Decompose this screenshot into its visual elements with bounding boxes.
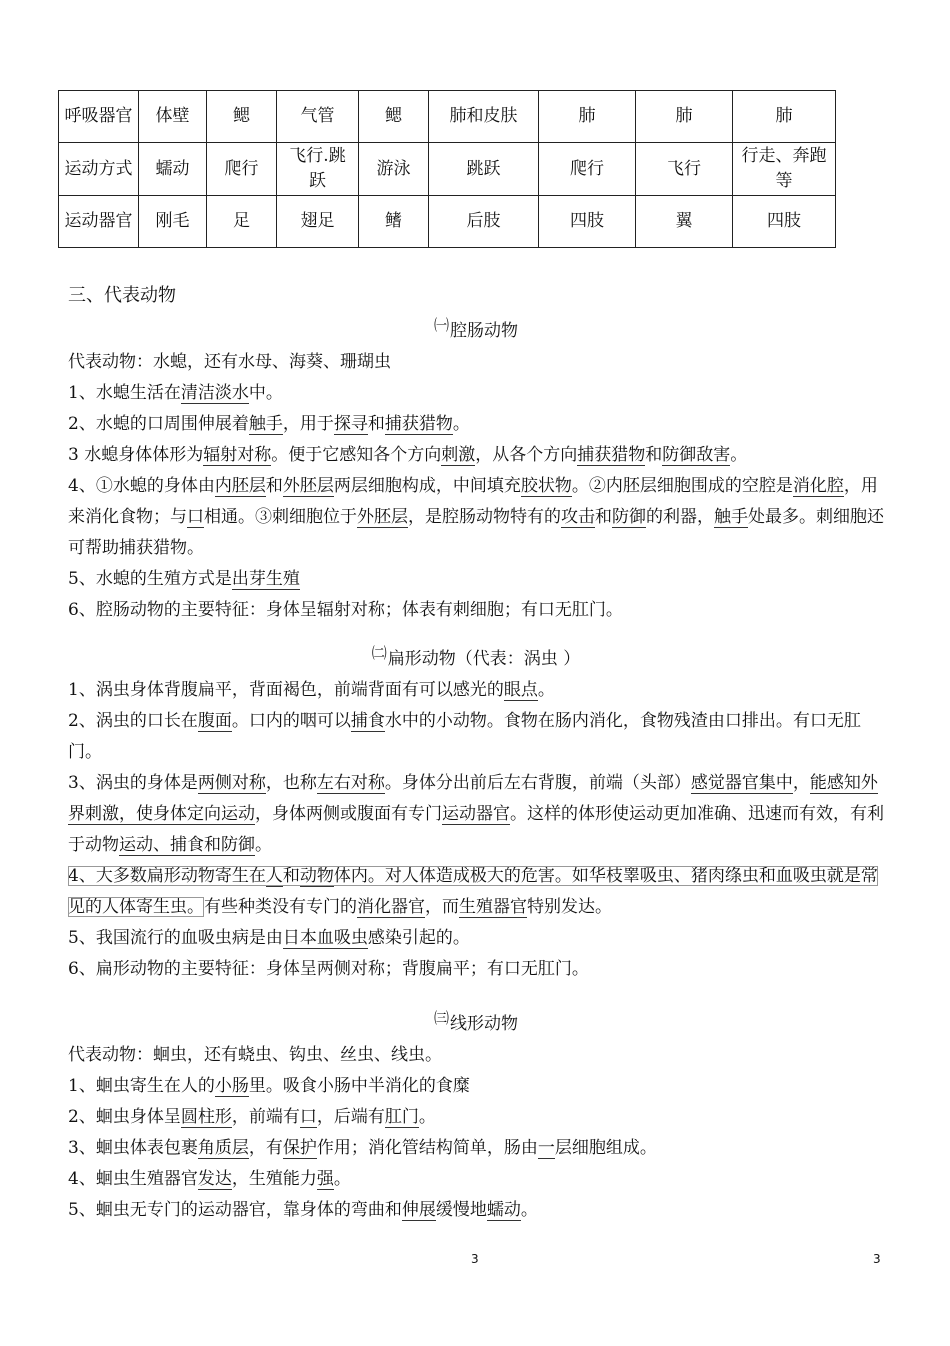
table-cell: 刚毛 [139, 196, 207, 248]
table-cell: 肺 [636, 91, 733, 143]
table-cell: 气管 [277, 91, 359, 143]
paragraph: 3、涡虫的身体是两侧对称，也称左右对称。身体分出前后左右背腹，前端（头部）感觉器官集中，能感知外界刺激，使身体定向运动，身体两侧或腹面有专门运动器官。这样的体形使运动更加准确、迅速而有效，有利于动物运动、捕食和防御。 [68, 773, 884, 855]
table-cell: 爬行 [207, 143, 277, 196]
paragraph: 4、蛔虫生殖器官发达，生殖能力强。 [68, 1169, 351, 1189]
paragraph: 2、蛔虫身体呈圆柱形，前端有口，后端有肛门。 [68, 1107, 436, 1127]
table-cell: 翼 [636, 196, 733, 248]
paragraph: 1、水螅生活在清洁淡水中。 [68, 383, 283, 403]
page-number-right: 3 [873, 1252, 881, 1266]
paragraph: 3、蛔虫体表包裹角质层，有保护作用；消化管结构简单，肠由一层细胞组成。 [68, 1138, 657, 1158]
table-cell: 游泳 [359, 143, 429, 196]
table-cell: 足 [207, 196, 277, 248]
table-cell: 行走、奔跑等 [733, 143, 836, 196]
paragraph: 2、水螅的口周围伸展着触手，用于探寻和捕获猎物。 [68, 414, 470, 434]
table-cell: 后肢 [429, 196, 539, 248]
table-cell: 鳃 [207, 91, 277, 143]
table-cell: 鳃 [359, 91, 429, 143]
table-cell: 飞行.跳跃 [277, 143, 359, 196]
table-cell: 四肢 [539, 196, 636, 248]
document-body [68, 282, 884, 1226]
table-cell: 跳跃 [429, 143, 539, 196]
paragraph: 6、腔肠动物的主要特征：身体呈辐射对称；体表有刺细胞；有口无肛门。 [68, 600, 623, 620]
section-title: 三、代表动物 [68, 285, 176, 306]
table-cell: 飞行 [636, 143, 733, 196]
table-cell: 蠕动 [139, 143, 207, 196]
animal-comparison-table [58, 90, 836, 248]
table-cell: 体壁 [139, 91, 207, 143]
row-header-cell: 运动方式 [59, 143, 139, 196]
row-header-cell: 运动器官 [59, 196, 139, 248]
row-header-cell: 呼吸器官 [59, 91, 139, 143]
table-cell: 肺 [539, 91, 636, 143]
paragraph: 5、蛔虫无专门的运动器官，靠身体的弯曲和伸展缓慢地蠕动。 [68, 1200, 538, 1220]
paragraph: 5、水螅的生殖方式是出芽生殖 [68, 569, 300, 589]
table-cell: 肺和皮肤 [429, 91, 539, 143]
subsection-title-roundworm: ㈢线形动物 [433, 1009, 518, 1034]
paragraph: 4、大多数扁形动物寄生在人和动物体内。对人体造成极大的危害。如华枝睾吸虫、猪肉绦虫和血吸虫就是常见的人体寄生虫。有些种类没有专门的消化器官，而生殖器官特别发达。 [68, 866, 878, 917]
table-row [59, 196, 836, 248]
paragraph: 代表动物：蛔虫，还有蛲虫、钩虫、丝虫、线虫。 [68, 1045, 442, 1065]
paragraph: 4、①水螅的身体由内胚层和外胚层两层细胞构成，中间填充胶状物。②内胚层细胞围成的空腔是消化腔，用来消化食物；与口相通。③刺细胞位于外胚层，是腔肠动物特有的攻击和防御的利器，触手处最多。刺细胞还可帮助捕获猎物。 [68, 476, 884, 558]
table-cell: 肺 [733, 91, 836, 143]
table-cell: 鳍 [359, 196, 429, 248]
subsection-title-coelenterate: ㈠腔肠动物 [433, 316, 518, 341]
subsection-title-flatworm: ㈡扁形动物（代表：涡虫 ） [371, 644, 581, 669]
page-number-center: 3 [471, 1252, 479, 1266]
paragraph: 3 水螅身体体形为辐射对称。便于它感知各个方向刺激，从各个方向捕获猎物和防御敌害。 [68, 445, 748, 465]
paragraph: 2、涡虫的口长在腹面。口内的咽可以捕食水中的小动物。食物在肠内消化，食物残渣由口排出。有口无肛门。 [68, 711, 861, 762]
table-row [59, 143, 836, 196]
paragraph: 5、我国流行的血吸虫病是由日本血吸虫感染引起的。 [68, 928, 470, 948]
table-cell: 翅足 [277, 196, 359, 248]
paragraph: 代表动物：水螅，还有水母、海葵、珊瑚虫 [68, 352, 391, 372]
paragraph: 1、涡虫身体背腹扁平，背面褐色，前端背面有可以感光的眼点。 [68, 680, 555, 700]
paragraph: 6、扁形动物的主要特征：身体呈两侧对称；背腹扁平；有口无肛门。 [68, 959, 589, 979]
table-cell: 爬行 [539, 143, 636, 196]
table-cell: 四肢 [733, 196, 836, 248]
paragraph: 1、蛔虫寄生在人的小肠里。吸食小肠中半消化的食糜 [68, 1076, 470, 1096]
table-row [59, 91, 836, 143]
